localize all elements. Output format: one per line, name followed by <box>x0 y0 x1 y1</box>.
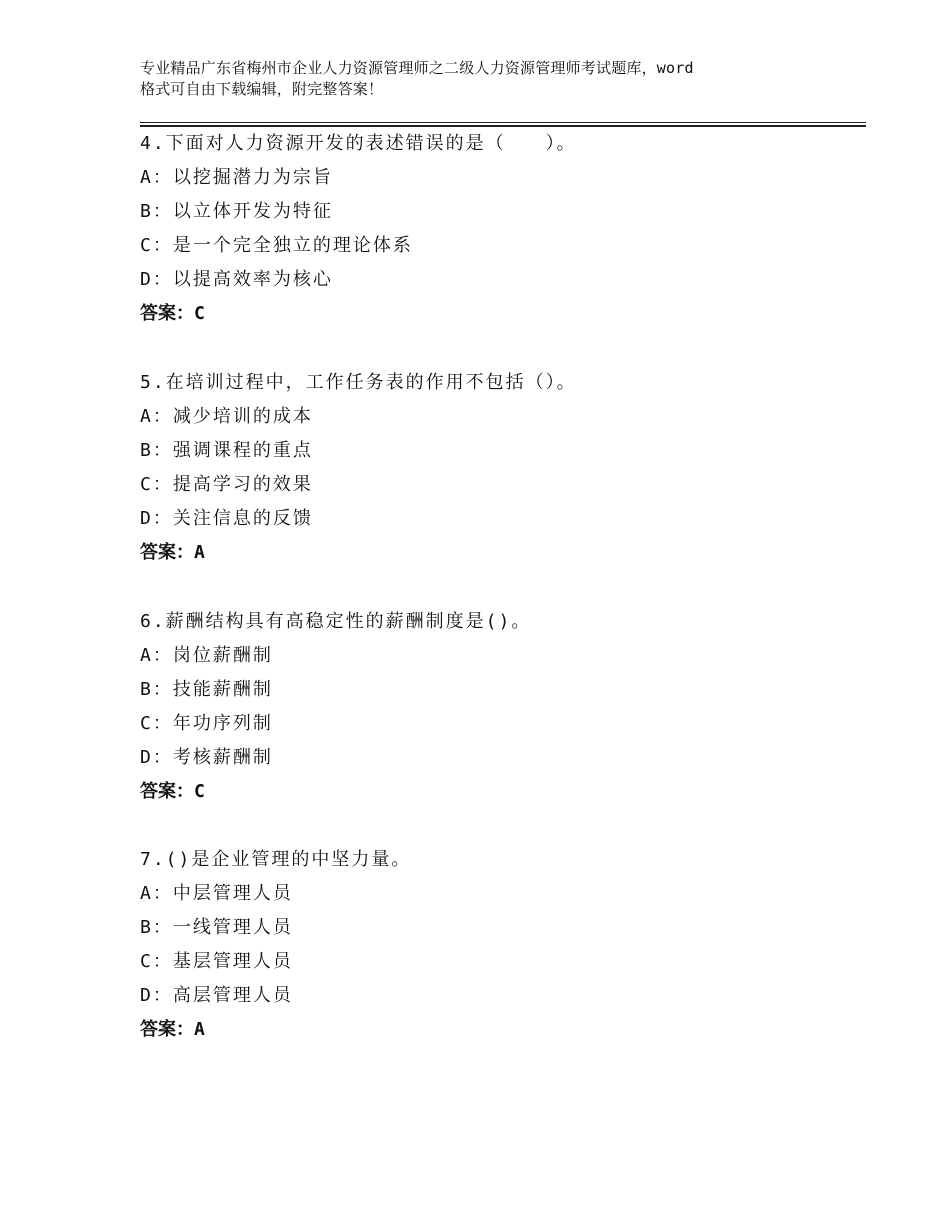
answer-label: 答案： <box>140 1019 194 1040</box>
answer-label: 答案： <box>140 542 194 563</box>
option-b: B：一线管理人员 <box>140 917 293 938</box>
question-stem: 5.在培训过程中，工作任务表的作用不包括（）。 <box>140 372 577 393</box>
option-c: C：年功序列制 <box>140 713 273 734</box>
answer-line <box>140 1013 860 1047</box>
answer-value: A <box>194 542 205 563</box>
question-block <box>140 605 860 809</box>
option-d: D：考核薪酬制 <box>140 747 273 768</box>
document-header <box>140 58 840 100</box>
question-stem: 4.下面对人力资源开发的表述错误的是（ ）。 <box>140 133 577 154</box>
answer-label: 答案： <box>140 303 194 324</box>
answer-line <box>140 775 860 809</box>
answer-value: A <box>194 1019 205 1040</box>
answer-line <box>140 297 860 331</box>
option-d: D：关注信息的反馈 <box>140 508 313 529</box>
header-line-2: 格式可自由下载编辑，附完整答案！ <box>140 80 384 98</box>
question-stem: 7.()是企业管理的中坚力量。 <box>140 849 412 870</box>
answer-label: 答案： <box>140 781 194 802</box>
option-b: B：以立体开发为特征 <box>140 201 333 222</box>
answer-value: C <box>194 303 205 324</box>
option-c: C：基层管理人员 <box>140 951 293 972</box>
answer-value: C <box>194 781 205 802</box>
option-a: A：岗位薪酬制 <box>140 645 273 666</box>
option-a: A：中层管理人员 <box>140 883 293 904</box>
option-c: C：提高学习的效果 <box>140 474 313 495</box>
option-c: C：是一个完全独立的理论体系 <box>140 235 413 256</box>
option-d: D：高层管理人员 <box>140 985 293 1006</box>
question-block <box>140 127 860 331</box>
header-line-1: 专业精品广东省梅州市企业人力资源管理师之二级人力资源管理师考试题库，word <box>140 59 694 77</box>
question-block <box>140 843 860 1047</box>
answer-line <box>140 536 860 570</box>
question-block <box>140 366 860 570</box>
option-a: A：以挖掘潜力为宗旨 <box>140 167 333 188</box>
header-divider-top <box>140 122 866 123</box>
question-stem: 6.薪酬结构具有高稳定性的薪酬制度是()。 <box>140 611 532 632</box>
option-b: B：技能薪酬制 <box>140 679 273 700</box>
option-b: B：强调课程的重点 <box>140 440 313 461</box>
option-d: D：以提高效率为核心 <box>140 269 333 290</box>
option-a: A：减少培训的成本 <box>140 406 313 427</box>
